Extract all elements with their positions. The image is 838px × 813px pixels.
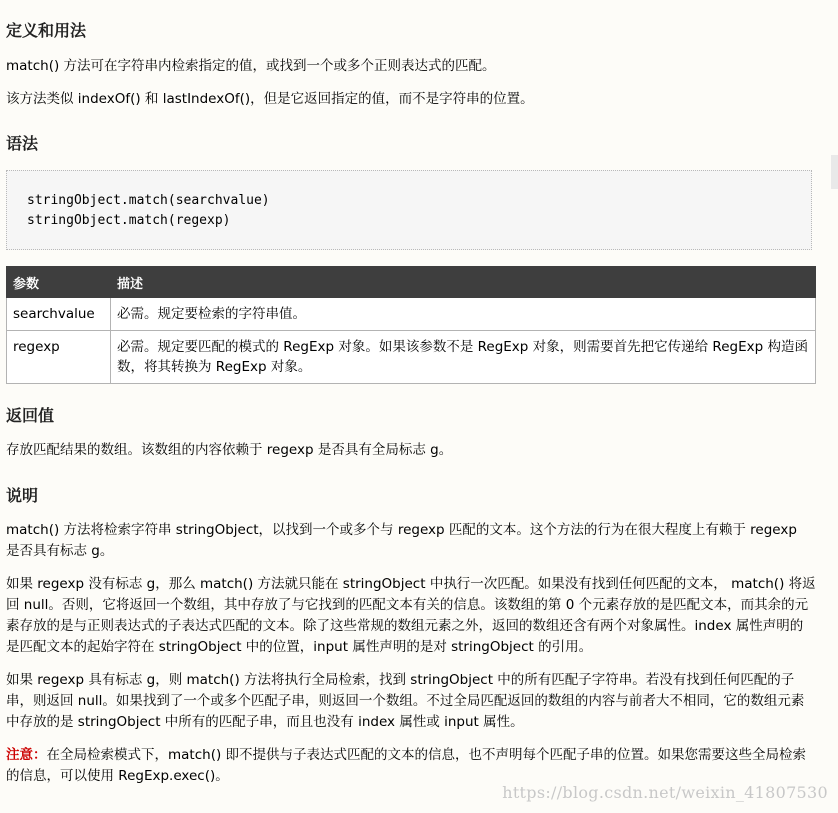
syntax-line-1: stringObject.match(searchvalue) [27, 193, 270, 208]
definition-paragraph-1: match() 方法可在字符串内检索指定的值，或找到一个或多个正则表达式的匹配。 [6, 58, 496, 74]
definition-paragraph-2: 该方法类似 indexOf() 和 lastIndexOf()，但是它返回指定的值，而不是字符串的位置。 [6, 91, 534, 107]
param-name-cell: searchvalue [7, 298, 111, 331]
note-paragraph [6, 745, 816, 787]
parameters-table [6, 266, 816, 384]
table-header-desc: 描述 [111, 267, 816, 298]
description-heading: 说明 [6, 486, 39, 505]
note-label: 注意： [6, 747, 47, 763]
return-value-heading: 返回值 [6, 406, 55, 425]
watermark-text: https://blog.csdn.net/weixin_41807530 [502, 783, 828, 802]
description-paragraph-1: match() 方法将检索字符串 stringObject，以找到一个或多个与 regexp 匹配的文本。这个方法的行为在很大程度上有赖于 regexp 是否具有标志 g。 [6, 522, 797, 559]
table-header-param: 参数 [7, 267, 111, 298]
syntax-code-block [6, 170, 812, 250]
table-row [7, 331, 816, 384]
return-value-paragraph: 存放匹配结果的数组。该数组的内容依赖于 regexp 是否具有全局标志 g。 [6, 442, 453, 458]
description-paragraph-2: 如果 regexp 没有标志 g，那么 match() 方法就只能在 stringObject 中执行一次匹配。如果没有找到任何匹配的文本， match() 将返回 null。否则，它将返回一个数组，其中存放了与它找到的匹配文本有关的信息。该数组的第 0 个元素存放的是匹配文本，而其余的元素存放的是与正则表达式的子表达式匹配的文本。除了这些常规的数组元素之外，返回的数组还含有两个对象属性。index 属性声明的是匹配文本的起始字符在 stringObject 中的位置，input 属性声明的是对 stringObject 的引用。 [6, 576, 816, 655]
param-desc-cell: 必需。规定要匹配的模式的 RegExp 对象。如果该参数不是 RegExp 对象，则需要首先把它传递给 RegExp 构造函数，将其转换为 RegExp 对象。 [111, 331, 816, 384]
syntax-line-2: stringObject.match(regexp) [27, 213, 231, 228]
param-name-cell: regexp [7, 331, 111, 384]
scrollbar-thumb[interactable] [831, 155, 838, 189]
definition-heading: 定义和用法 [6, 21, 87, 40]
description-paragraph-3: 如果 regexp 具有标志 g，则 match() 方法将执行全局检索，找到 stringObject 中的所有匹配子字符串。若没有找到任何匹配的子串，则返回 null。如果找到了一个或多个匹配子串，则返回一个数组。不过全局匹配返回的数组的内容与前者大不相同，它的数组元素中存放的是 stringObject 中所有的匹配子串，而且也没有 index 属性或 input 属性。 [6, 672, 805, 730]
table-row [7, 298, 816, 331]
table-header-row [7, 267, 816, 298]
syntax-heading: 语法 [6, 134, 39, 153]
param-desc-cell: 必需。规定要检索的字符串值。 [111, 298, 816, 331]
note-text: 在全局检索模式下，match() 即不提供与子表达式匹配的文本的信息，也不声明每个匹配子串的位置。如果您需要这些全局检索的信息，可以使用 RegExp.exec()。 [6, 747, 807, 784]
